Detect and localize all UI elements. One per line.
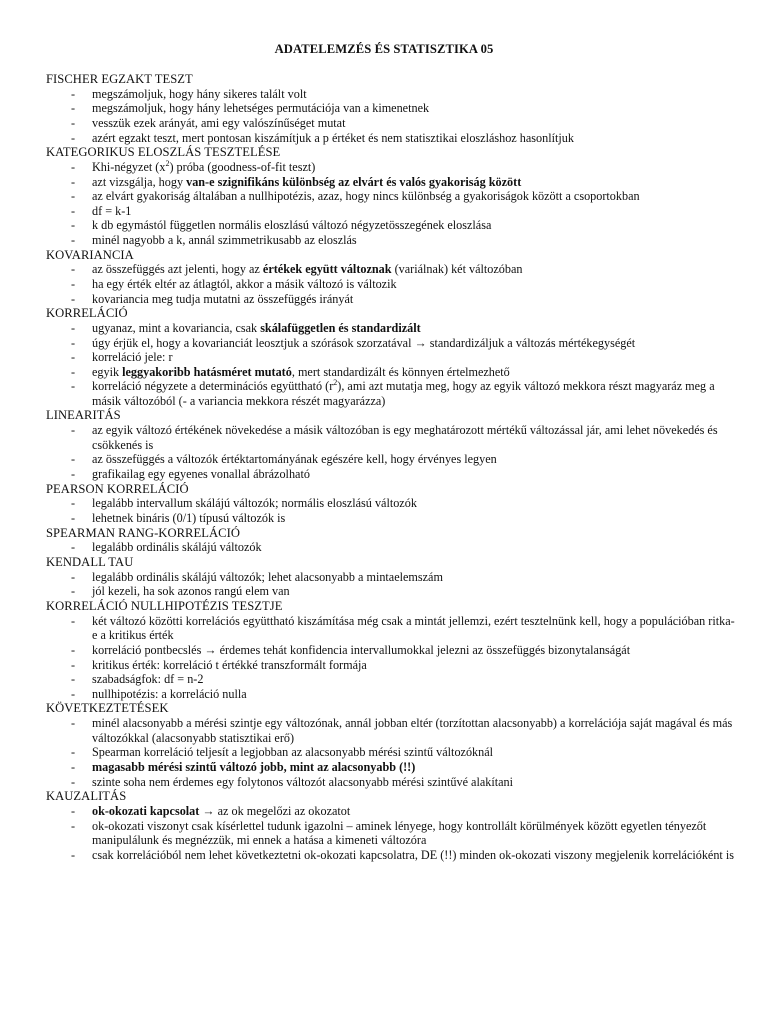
list-item: [46, 658, 736, 673]
bullet-list: [46, 804, 736, 862]
dash-bullet-icon: -: [71, 467, 76, 482]
list-item: [46, 233, 736, 248]
bullet-list: [46, 321, 736, 409]
dash-bullet-icon: -: [71, 276, 76, 291]
list-item: [46, 423, 736, 452]
dash-bullet-icon: -: [71, 335, 76, 350]
list-item: [46, 570, 736, 585]
text-run: legalább ordinális skálájú változók: [92, 540, 262, 555]
dash-bullet-icon: -: [71, 496, 76, 511]
dash-bullet-icon: -: [71, 657, 76, 672]
text-run: lehetnek bináris (0/1) típusú változók is: [92, 511, 286, 526]
text-run: grafikailag egy egyenes vonallal ábrázolható: [92, 467, 310, 482]
text-run: ok-okozati viszonyt csak kísérlettel tudunk igazolni – aminek lényege, hogy kontrollált körülmények között egyetlen tényezőt manipulálunk és megnézzük, mi ennek a hatása a kimeneti változóra: [92, 818, 707, 848]
text-run: kovariancia meg tudja mutatni az összefüggés irányát: [92, 291, 354, 306]
list-item: [46, 716, 736, 745]
list-item: [46, 175, 736, 190]
text-run: nullhipotézis: a korreláció nulla: [92, 686, 247, 701]
text-run: csak korrelációból nem lehet következtetni ok-okozati kapcsolatra, DE (!!) minden ok-okozati viszony megjelenik korrelációként is: [92, 847, 734, 862]
text-run: ugyanaz, mint a kovariancia, csak: [92, 320, 261, 335]
section: [46, 526, 736, 555]
list-item: [46, 101, 736, 116]
section-heading: KORRELÁCIÓ NULLHIPOTÉZIS TESZTJE: [46, 599, 283, 613]
text-run: azért egzakt teszt, mert pontosan kiszámítjuk a p értéket és nem statisztikai eloszláshoz hasonlítjuk: [92, 130, 574, 145]
dash-bullet-icon: -: [71, 803, 76, 818]
dash-bullet-icon: -: [71, 423, 76, 438]
section: [46, 408, 736, 481]
bold-text: magasabb mérési szintű változó jobb, mint az alacsonyabb (!!): [92, 759, 416, 774]
text-run: megszámoljuk, hogy hány lehetséges permutációja van a kimenetnek: [92, 101, 430, 116]
section-heading: PEARSON KORRELÁCIÓ: [46, 481, 189, 496]
text-run: Spearman korreláció teljesít a legjobban az alacsonyabb mérési szintű változóknál: [92, 745, 494, 760]
section-heading: KENDALL TAU: [46, 555, 134, 570]
dash-bullet-icon: -: [71, 818, 76, 833]
document-title: ADATELEMZÉS ÉS STATISZTIKA 05: [274, 42, 494, 56]
text-run: korreláció jele: r: [92, 350, 173, 365]
section: [46, 555, 736, 599]
dash-bullet-icon: -: [71, 452, 76, 467]
text-run: k db egymástól független normális eloszlású változó négyzetösszegének eloszlása: [92, 218, 492, 233]
dash-bullet-icon: -: [71, 686, 76, 701]
section: [46, 145, 736, 247]
text-run: szabadságfok: df = n-2: [92, 672, 204, 687]
bullet-list: [46, 262, 736, 306]
text-run: df = k-1: [92, 203, 132, 218]
text-run: → az ok megelőzi az okozatot: [199, 803, 351, 818]
dash-bullet-icon: -: [71, 642, 76, 657]
dash-bullet-icon: -: [71, 774, 76, 789]
text-run: egyik: [92, 364, 123, 379]
text-run: ha egy érték eltér az átlagtól, akkor a másik változó is változik: [92, 276, 397, 291]
bold-text: van-e szignifikáns különbség az elvárt és valós gyakoriság között: [186, 174, 522, 189]
list-item: [46, 614, 736, 643]
list-item: [46, 218, 736, 233]
dash-bullet-icon: -: [71, 759, 76, 774]
dash-bullet-icon: -: [71, 511, 76, 526]
bullet-list: [46, 716, 736, 789]
section-heading: KÖVETKEZTETÉSEK: [46, 701, 169, 716]
dash-bullet-icon: -: [71, 320, 76, 335]
bullet-list: [46, 540, 736, 555]
document-body: [46, 72, 736, 862]
dash-bullet-icon: -: [71, 159, 76, 174]
dash-bullet-icon: -: [71, 364, 76, 379]
text-run: az összefüggés a változók értéktartományának egészére kell, hogy érvényes legyen: [92, 452, 497, 467]
text-run: (variálnak) két változóban: [391, 262, 523, 277]
text-run: ) próba (goodness-of-fit teszt): [169, 159, 316, 174]
section-heading: KORRELÁCIÓ: [46, 306, 128, 321]
section: [46, 72, 736, 145]
bold-text: ok-okozati kapcsolat: [92, 803, 200, 818]
section: [46, 599, 736, 701]
dash-bullet-icon: -: [71, 101, 76, 116]
list-item: [46, 321, 736, 336]
text-run: az egyik változó értékének növekedése a másik változóban is egy meghatározott mértékű változással jár, ami lehet növekedés és csökkenés is: [92, 423, 718, 452]
dash-bullet-icon: -: [71, 847, 76, 862]
bullet-list: [46, 614, 736, 702]
list-item: [46, 365, 736, 380]
dash-bullet-icon: -: [71, 189, 76, 204]
superscript: 2: [165, 158, 170, 168]
section: [46, 248, 736, 307]
text-run: Khi-négyzet (x: [92, 159, 166, 174]
list-item: [46, 760, 736, 775]
dash-bullet-icon: -: [71, 86, 76, 101]
list-item: [46, 848, 736, 863]
list-item: [46, 496, 736, 511]
list-item: [46, 262, 736, 277]
dash-bullet-icon: -: [71, 584, 76, 599]
section-heading: KOVARIANCIA: [46, 247, 134, 262]
list-item: [46, 204, 736, 219]
bullet-list: [46, 570, 736, 599]
text-run: legalább intervallum skálájú változók; normális eloszlású változók: [92, 496, 417, 511]
dash-bullet-icon: -: [71, 291, 76, 306]
dash-bullet-icon: -: [71, 540, 76, 555]
section: [46, 789, 736, 862]
section-heading: KAUZALITÁS: [46, 789, 127, 804]
list-item: [46, 745, 736, 760]
list-item: [46, 804, 736, 819]
section-heading: KATEGORIKUS ELOSZLÁS TESZTELÉSE: [46, 145, 281, 160]
text-run: ), ami azt mutatja meg, hogy az egyik változó mekkora részt magyaráz meg a másik változóból (- a variancia mekkora részét magyarázza): [92, 379, 715, 408]
list-item: [46, 277, 736, 292]
list-item: [46, 775, 736, 790]
dash-bullet-icon: -: [71, 262, 76, 277]
dash-bullet-icon: -: [71, 203, 76, 218]
list-item: [46, 87, 736, 102]
list-item: [46, 189, 736, 204]
list-item: [46, 672, 736, 687]
bullet-list: [46, 160, 736, 248]
dash-bullet-icon: -: [71, 672, 76, 687]
section-heading: FISCHER EGZAKT TESZT: [46, 72, 193, 86]
list-item: [46, 131, 736, 146]
text-run: minél nagyobb a k, annál szimmetrikusabb az eloszlás: [92, 232, 357, 247]
text-run: legalább ordinális skálájú változók; lehet alacsonyabb a mintaelemszám: [92, 569, 443, 584]
section-heading: SPEARMAN RANG-KORRELÁCIÓ: [46, 525, 240, 540]
section: [46, 701, 736, 789]
text-run: , mert standardizált és könnyen értelmezhető: [291, 364, 510, 379]
list-item: [46, 819, 736, 848]
dash-bullet-icon: -: [71, 130, 76, 145]
text-run: az elvárt gyakoriság általában a nullhipotézis, azaz, hogy nincs különbség a gyakoriságok között a csoportokban: [92, 189, 640, 204]
text-run: kritikus érték: korreláció t értékké transzformált formája: [92, 657, 367, 672]
dash-bullet-icon: -: [71, 174, 76, 189]
section: [46, 306, 736, 408]
list-item: [46, 350, 736, 365]
text-run: korreláció pontbecslés → érdemes tehát konfidencia intervallumokkal jelezni az összefüggés bizonytalanságát: [92, 642, 631, 657]
bullet-list: [46, 87, 736, 145]
list-item: [46, 467, 736, 482]
list-item: [46, 540, 736, 555]
text-run: két változó közötti korrelációs együttható kiszámítása még csak a mintát jellemzi, ezért tesztelnünk kell, hogy a populációban ritka-e a kritikus érték: [92, 613, 735, 643]
list-item: [46, 160, 736, 175]
text-run: az összefüggés azt jelenti, hogy az: [92, 262, 263, 277]
list-item: [46, 116, 736, 131]
text-run: azt vizsgálja, hogy: [92, 174, 187, 189]
text-run: megszámoljuk, hogy hány sikeres talált volt: [92, 86, 307, 101]
section-heading: LINEARITÁS: [46, 408, 121, 423]
dash-bullet-icon: -: [71, 350, 76, 365]
bold-text: értékek együtt változnak: [262, 262, 392, 277]
dash-bullet-icon: -: [71, 569, 76, 584]
bold-text: skálafüggetlen és standardizált: [260, 320, 421, 335]
list-item: [46, 687, 736, 702]
list-item: [46, 292, 736, 307]
dash-bullet-icon: -: [71, 716, 76, 731]
dash-bullet-icon: -: [71, 115, 76, 130]
bullet-list: [46, 496, 736, 525]
list-item: [46, 452, 736, 467]
dash-bullet-icon: -: [71, 379, 76, 394]
text-run: szinte soha nem érdemes egy folytonos változót alacsonyabb mérési szintűvé alakítani: [92, 774, 514, 789]
text-run: korreláció négyzete a determinációs együttható (r: [92, 379, 334, 394]
list-item: [46, 584, 736, 599]
bullet-list: [46, 423, 736, 481]
list-item: [46, 336, 736, 351]
dash-bullet-icon: -: [71, 232, 76, 247]
section: [46, 482, 736, 526]
dash-bullet-icon: -: [71, 218, 76, 233]
text-run: jól kezeli, ha sok azonos rangú elem van: [92, 584, 290, 599]
list-item: [46, 511, 736, 526]
superscript: 2: [333, 378, 338, 388]
bold-text: leggyakoribb hatásméret mutató: [122, 364, 292, 379]
dash-bullet-icon: -: [71, 613, 76, 628]
text-run: úgy érjük el, hogy a kovarianciát leosztjuk a szórások szorzatával → standardizáljuk a változás mértékegységét: [92, 335, 636, 350]
text-run: minél alacsonyabb a mérési szintje egy változónak, annál jobban eltér (torzítottan alacsonyabb) a korrelációja saját magával és más változókkal (alacsonyabb statisztikai erő): [92, 716, 733, 745]
text-run: vesszük ezek arányát, ami egy valószínűséget mutat: [92, 115, 346, 130]
dash-bullet-icon: -: [71, 745, 76, 760]
list-item: [46, 643, 736, 658]
list-item: [46, 379, 736, 408]
